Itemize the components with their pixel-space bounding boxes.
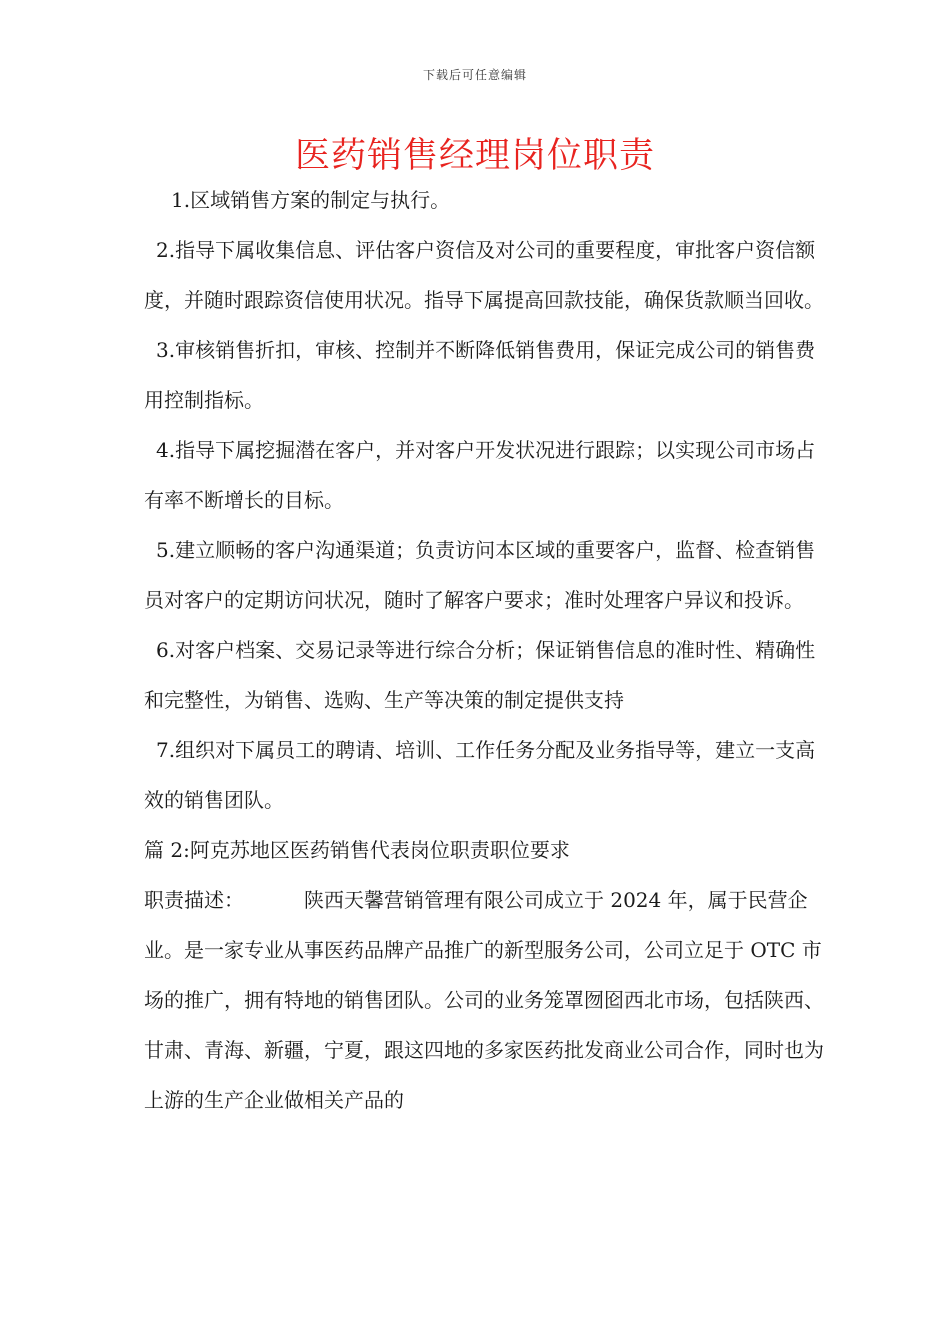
duty-item-3: 3.审核销售折扣，审核、控制并不断降低销售费用，保证完成公司的销售费用控制指标。 <box>144 338 816 412</box>
document-body <box>144 175 824 1125</box>
duty-item-7: 7.组织对下属员工的聘请、培训、工作任务分配及业务指导等，建立一支高效的销售团队。 <box>144 738 816 812</box>
document-title: 医药销售经理岗位职责 <box>294 136 655 176</box>
header-note: 下载后可任意编辑 <box>422 68 527 82</box>
duty-item-6: 6.对客户档案、交易记录等进行综合分析；保证销售信息的准时性、精确性和完整性，为销售、选购、生产等决策的制定提供支持 <box>144 638 816 712</box>
duty-item-5: 5.建立顺畅的客户沟通渠道；负责访问本区域的重要客户，监督、检查销售员对客户的定期访问状况，随时了解客户要求；准时处理客户异议和投诉。 <box>144 538 816 612</box>
description-label: 职责描述： <box>144 888 244 912</box>
job-description <box>144 875 824 1125</box>
description-text: 陕西天馨营销管理有限公司成立于 2024 年，属于民营企业。是一家专业从事医药品牌产品推广的新型服务公司，公司立足于 OTC 市场的推广，拥有特地的销售团队。公司的业务笼罩囫囵西北市场，包括陕西、甘肃、青海、新疆，宁夏，跟这四地的多家医药批发商业公司合作，同时也为上游的生产企业做相关产品的 <box>144 888 824 1112</box>
duty-item-4: 4.指导下属挖掘潜在客户，并对客户开发状况进行跟踪；以实现公司市场占有率不断增长的目标。 <box>144 438 816 512</box>
section-heading: 篇 2:阿克苏地区医药销售代表岗位职责职位要求 <box>144 838 570 862</box>
duty-item-1: 1.区域销售方案的制定与执行。 <box>171 188 451 212</box>
duty-item-2: 2.指导下属收集信息、评估客户资信及对公司的重要程度，审批客户资信额度，并随时跟踪资信使用状况。指导下属提高回款技能，确保货款顺当回收。 <box>144 238 824 312</box>
